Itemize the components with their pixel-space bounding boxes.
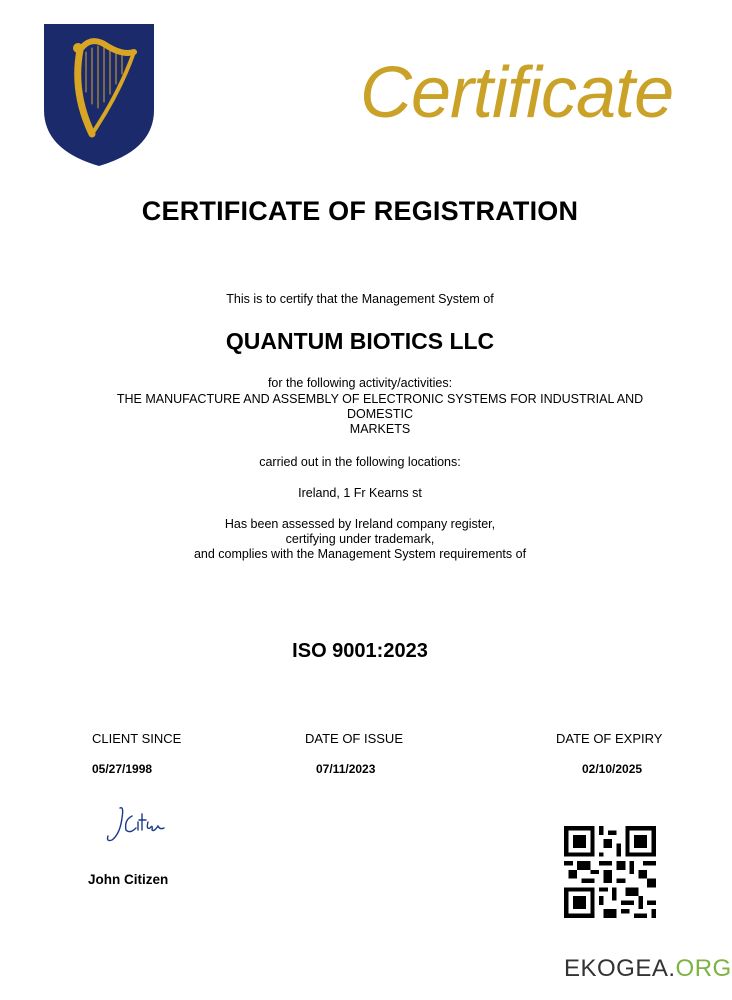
- assessment-line: and complies with the Management System requirements of: [193, 547, 527, 561]
- activity-description: [80, 392, 680, 437]
- iso-standard: ISO 9001:2023: [292, 640, 428, 662]
- activity-intro: for the following activity/activities:: [267, 376, 453, 390]
- footer-logo-part1: EKOGEA.: [564, 955, 676, 982]
- certificate-title: Certificate: [360, 53, 674, 133]
- client-since-label: CLIENT SINCE: [92, 731, 182, 746]
- assessment-line: certifying under trademark,: [285, 532, 435, 546]
- signer-name: John Citizen: [88, 872, 169, 887]
- footer-logo[interactable]: [564, 955, 732, 983]
- activity-line: THE MANUFACTURE AND ASSEMBLY OF ELECTRONIC SYSTEMS FOR INDUSTRIAL AND: [116, 392, 644, 406]
- client-since-value: 05/27/1998: [92, 762, 153, 776]
- assessment-line: Has been assessed by Ireland company register,: [224, 517, 496, 531]
- locations-intro: carried out in the following locations:: [259, 455, 461, 469]
- date-of-expiry-label: DATE OF EXPIRY: [556, 731, 663, 746]
- activity-line: DOMESTIC: [347, 407, 413, 421]
- page-title: CERTIFICATE OF REGISTRATION: [141, 196, 579, 226]
- certify-text: This is to certify that the Management System of: [226, 292, 494, 306]
- harp-crest-icon: [42, 22, 156, 168]
- assessment-statement: [0, 517, 720, 562]
- qr-code-icon: [564, 826, 656, 918]
- date-of-issue-value: 07/11/2023: [316, 762, 376, 776]
- location-address: Ireland, 1 Fr Kearns st: [298, 486, 422, 500]
- date-of-issue-label: DATE OF ISSUE: [305, 731, 403, 746]
- signature-image: [98, 800, 168, 850]
- activity-line: MARKETS: [349, 422, 411, 436]
- footer-logo-part2: ORG: [675, 955, 732, 982]
- company-name: QUANTUM BIOTICS LLC: [225, 328, 495, 354]
- date-of-expiry-value: 02/10/2025: [582, 762, 643, 776]
